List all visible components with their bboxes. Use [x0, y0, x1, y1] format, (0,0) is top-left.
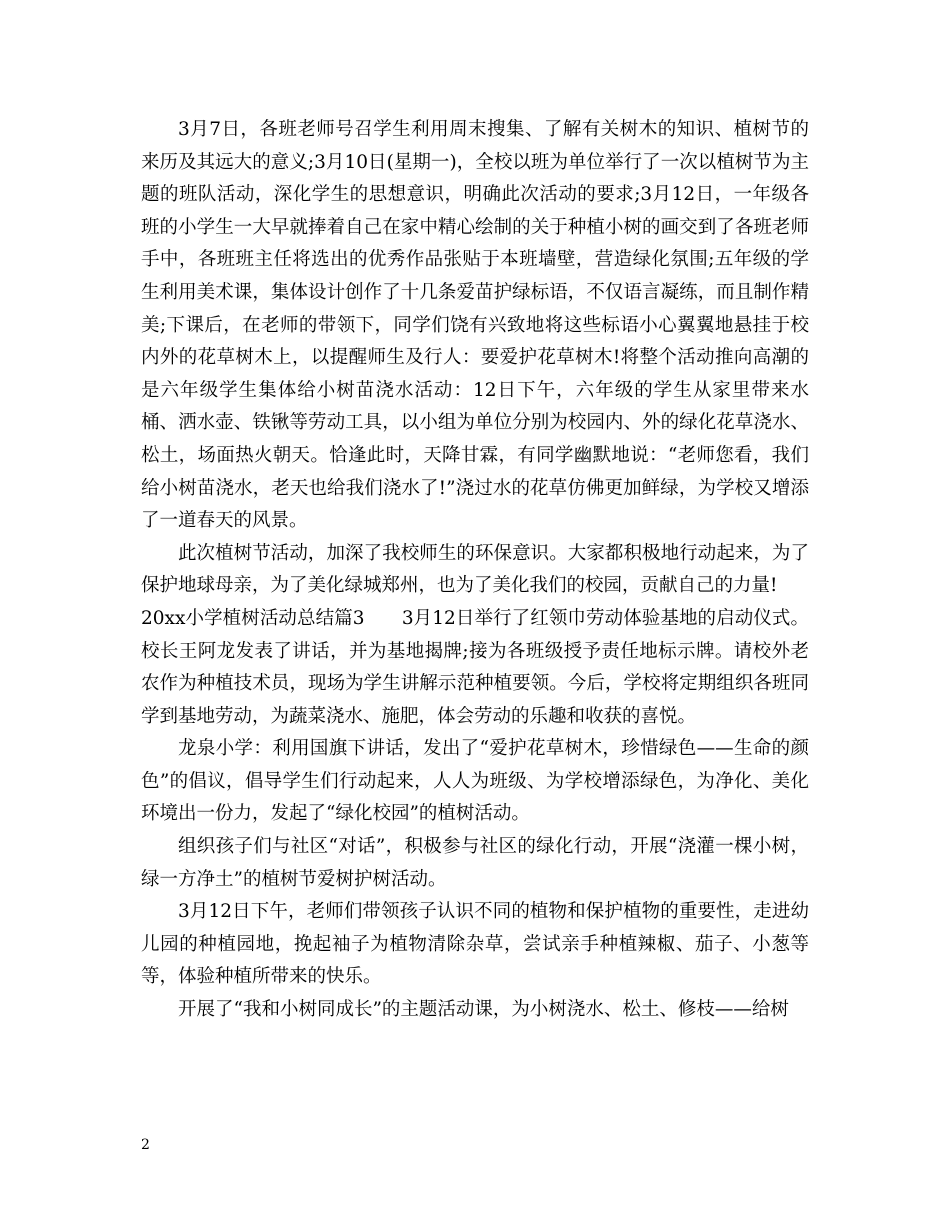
- document-body: [141, 114, 809, 1027]
- paragraph: 组织孩子们与社区“对话”，积极参与社区的绿化行动，开展“浇灌一棵小树，绿一方净土”的植树节爱树护树活动。: [141, 836, 809, 890]
- paragraph: 开展了“我和小树同成长”的主题活动课，为小树浇水、松土、修枝——给树: [178, 999, 789, 1021]
- paragraph: 20xx小学植树活动总结篇3 3月12日举行了红领巾劳动体验基地的启动仪式。校长王阿龙发表了讲话，并为基地揭牌;接为各班级授予责任地标示牌。请校外老农作为种植技术员，现场为学生讲解示范种植要领。今后，学校将定期组织各班同学到基地劳动，为蔬菜浇水、施肥，体会劳动的乐趣和收获的喜悦。: [141, 607, 809, 727]
- paragraph: 龙泉小学：利用国旗下讲话，发出了“爱护花草树木，珍惜绿色——生命的颜色”的倡议，倡导学生们行动起来，人人为班级、为学校增添绿色，为净化、美化环境出一份力，发起了“绿化校园”的植树活动。: [141, 738, 809, 825]
- paragraph: 此次植树节活动，加深了我校师生的环保意识。大家都积极地行动起来，为了保护地球母亲，为了美化绿城郑州，也为了美化我们的校园，贡献自己的力量!: [141, 542, 809, 597]
- page-number: 2: [141, 1137, 150, 1153]
- paragraph: 3月12日下午，老师们带领孩子认识不同的植物和保护植物的重要性，走进幼儿园的种植园地，挽起袖子为植物清除杂草，尝试亲手种植辣椒、茄子、小葱等等，体验种植所带来的快乐。: [141, 901, 809, 988]
- paragraph: 3月7日，各班老师号召学生利用周末搜集、了解有关树木的知识、植树节的来历及其远大的意义;3月10日(星期一)，全校以班为单位举行了一次以植树节为主题的班队活动，深化学生的思想意识，明确此次活动的要求;3月12日，一年级各班的小学生一大早就捧着自己在家中精心绘制的关于种植小树的画交到了各班老师手中，各班班主任将选出的优秀作品张贴于本班墙壁，营造绿化氛围;五年级的学生利用美术课，集体设计创作了十几条爱苗护绿标语，不仅语言凝练，而且制作精美;下课后，在老师的带领下，同学们饶有兴致地将这些标语小心翼翼地悬挂于校内外的花草树木上，以提醒师生及行人：要爱护花草树木!将整个活动推向高潮的是六年级学生集体给小树苗浇水活动：12日下午，六年级的学生从家里带来水桶、洒水壶、铁锹等劳动工具，以小组为单位分别为校园内、外的绿化花草浇水、松土，场面热火朝天。恰逢此时，天降甘霖，有同学幽默地说：“老师您看，我们给小树苗浇水，老天也给我们浇水了!”浇过水的花草仿佛更加鲜绿，为学校又增添了一道春天的风景。: [141, 119, 809, 532]
